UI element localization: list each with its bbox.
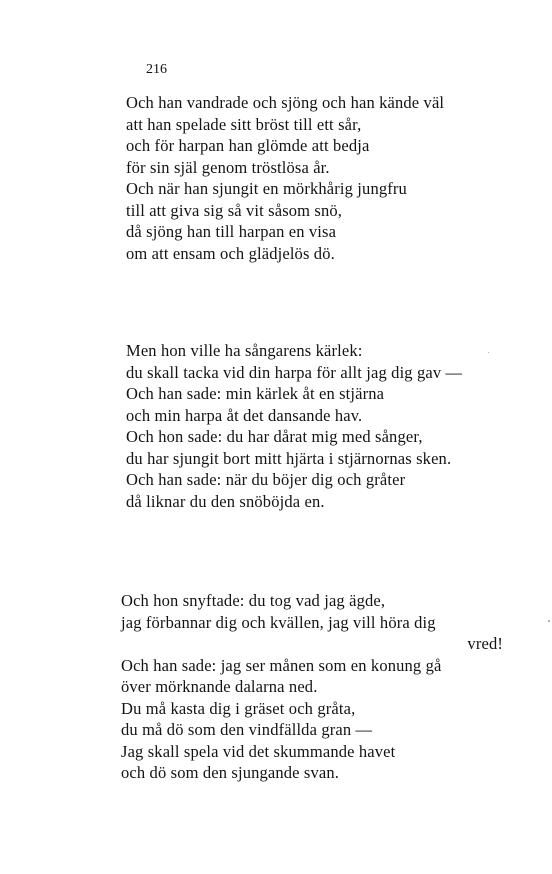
verse-line: Men hon ville ha sångarens kärlek: (126, 341, 363, 360)
scan-speck (548, 620, 550, 622)
verse-line: Och han vandrade och sjöng och han kände väl (126, 93, 445, 112)
verse-line: Du må kasta dig i gräset och gråta, (121, 698, 356, 718)
verse-line: Och hon sade: du har dårat mig med sånger, (126, 427, 423, 446)
verse-line: Jag skall spela vid det skummande havet (121, 741, 396, 761)
verse-line: då liknar du den snöböjda en. (126, 491, 325, 511)
scan-speck (488, 352, 489, 353)
page-number: 216 (146, 62, 167, 77)
verse-line: över mörknande dalarna ned. (121, 677, 318, 696)
verse-line: för sin själ genom tröstlösa år. (126, 157, 330, 177)
stanza-1 (126, 92, 536, 264)
verse-line: Och han sade: min kärlek åt en stjärna (126, 384, 385, 403)
verse-line: och dö som den sjungande svan. (121, 763, 340, 782)
verse-line: jag förbannar dig och kvällen, jag vill höra dig (121, 612, 436, 632)
stanza-2 (126, 340, 536, 512)
verse-line: du skall tacka vid din harpa för allt jag dig gav — (126, 362, 463, 382)
verse-line: och min harpa åt det dansande hav. (126, 405, 363, 425)
verse-line: du må dö som den vindfällda gran — (121, 720, 373, 739)
verse-line: du har sjungit bort mitt hjärta i stjärnornas sken. (126, 448, 452, 468)
stanza-3 (121, 590, 531, 784)
verse-line: och för harpan han glömde att bedja (126, 136, 370, 155)
verse-line: till att giva sig så vit såsom snö, (126, 200, 343, 220)
verse-line-continuation: vred! (467, 634, 503, 653)
verse-line: Och han sade: när du böjer dig och gråter (126, 470, 406, 489)
verse-line: att han spelade sitt bröst till ett sår, (126, 114, 362, 134)
verse-line: Och när han sjungit en mörkhårig jungfru (126, 179, 407, 198)
verse-line: om att ensam och glädjelös dö. (126, 243, 335, 263)
verse-line: då sjöng han till harpan en visa (126, 222, 337, 241)
verse-line: Och hon snyftade: du tog vad jag ägde, (121, 591, 386, 610)
verse-line: Och han sade: jag ser månen som en konung gå (121, 655, 442, 675)
